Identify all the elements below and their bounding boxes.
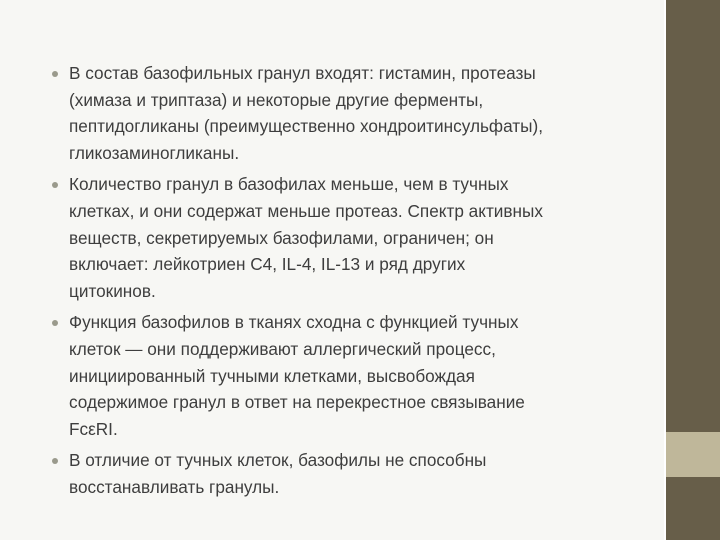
bullet-line: клетках, и они содержат меньше протеаз. Спектр активных xyxy=(69,200,543,221)
bullet-item xyxy=(52,447,642,500)
bullet-line: Количество гранул в базофилах меньше, чем в тучных xyxy=(69,174,509,195)
bullet-line: В состав базофильных гранул входят: гистамин, протеазы xyxy=(69,63,536,83)
bullet-line: FcεRI. xyxy=(69,418,118,439)
bullet-line: В отличие от тучных клеток, базофилы не способны xyxy=(69,450,487,471)
sidebar-accent-block xyxy=(666,432,720,477)
bullet-line: клеток — они поддерживают аллергический процесс, xyxy=(69,338,496,359)
bullet-list xyxy=(52,60,642,506)
bullet-dot-icon xyxy=(52,71,58,77)
bullet-line: пептидогликаны (преимущественно хондроитинсульфаты), xyxy=(69,116,543,137)
bullet-item xyxy=(52,60,642,166)
bullet-line: инициированный тучными клетками, высвобождая xyxy=(69,365,475,386)
bullet-line: веществ, секретируемых базофилами, ограничен; он xyxy=(69,227,494,248)
bullet-item xyxy=(52,309,642,442)
bullet-line: содержимое гранул в ответ на перекрестное связывание xyxy=(69,392,525,413)
bullet-dot-icon xyxy=(52,182,58,188)
bullet-line: цитокинов. xyxy=(69,280,156,301)
bullet-line: (химаза и триптаза) и некоторые другие ферменты, xyxy=(69,89,484,110)
bullet-line: восстанавливать гранулы. xyxy=(69,476,280,497)
bullet-dot-icon xyxy=(52,320,58,326)
bullet-line: включает: лейкотриен C4, IL-4, IL-13 и ряд других xyxy=(69,254,466,275)
bullet-line: гликозаминогликаны. xyxy=(69,142,240,163)
bullet-line: Функция базофилов в тканях сходна с функцией тучных xyxy=(69,312,519,333)
bullet-item xyxy=(52,171,642,304)
bullet-dot-icon xyxy=(52,458,58,464)
